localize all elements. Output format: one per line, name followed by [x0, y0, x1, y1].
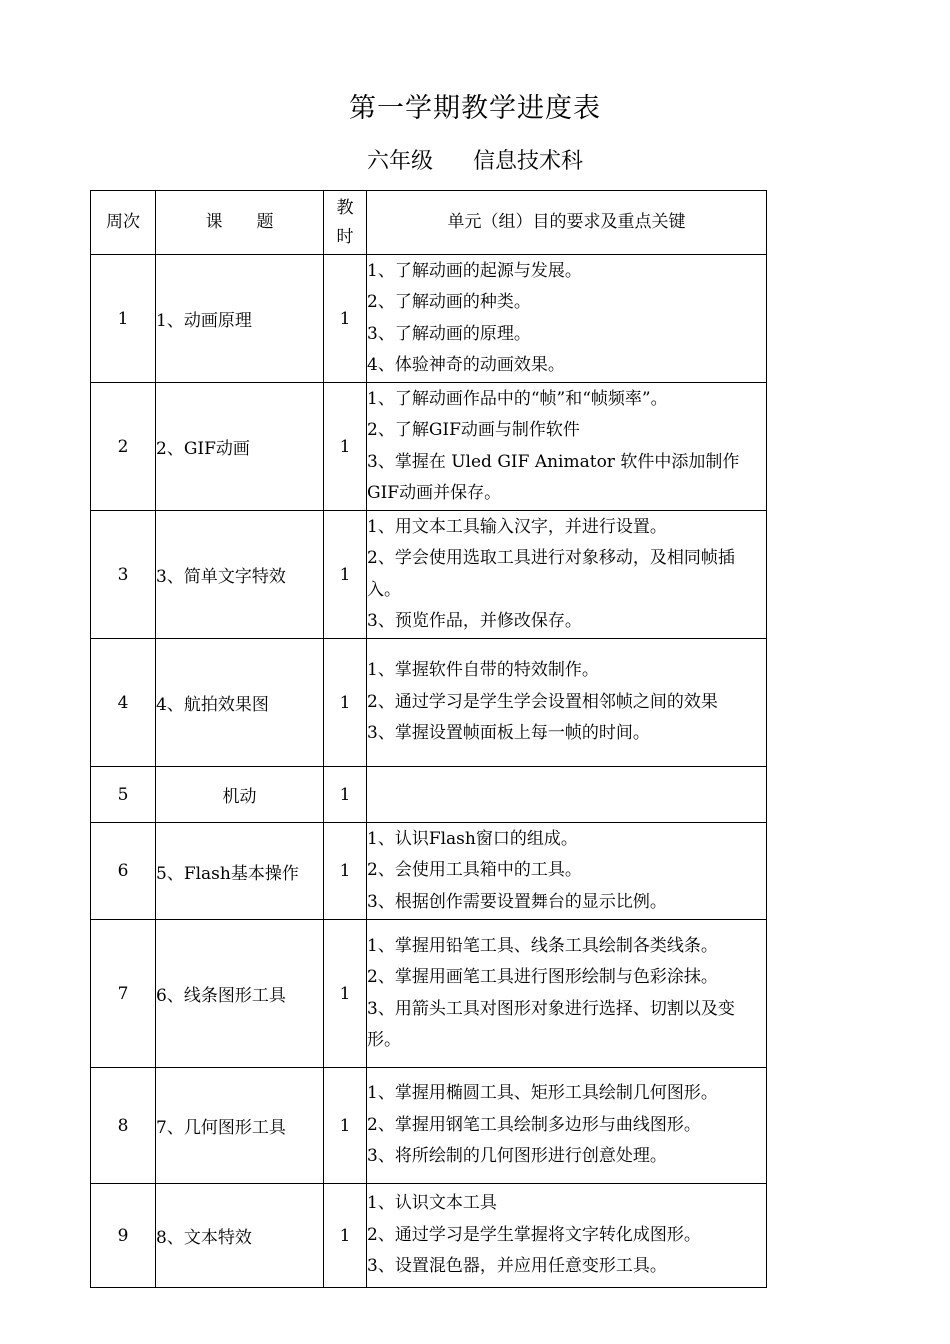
- page-subtitle: [0, 144, 950, 175]
- goal-item: 3、预览作品，并修改保存。: [367, 611, 582, 631]
- grade-label: 六年级: [366, 149, 433, 174]
- goal-item: 2、通过学习是学生掌握将文字转化成图形。: [367, 1224, 701, 1245]
- cell-week: 1: [91, 255, 156, 383]
- goal-item: 3、根据创作需要设置舞台的显示比例。: [367, 891, 667, 912]
- cell-week: 3: [91, 511, 156, 639]
- table-body: [91, 255, 767, 1288]
- goal-item: 2、通过学习是学生学会设置相邻帧之间的效果: [367, 691, 718, 712]
- cell-goals: [367, 1184, 767, 1288]
- cell-week: 6: [91, 823, 156, 920]
- header-hours: 教 时: [324, 191, 367, 255]
- cell-goals: [367, 511, 767, 639]
- cell-hours: 1: [324, 383, 367, 511]
- goal-item: 2、会使用工具箱中的工具。: [367, 860, 582, 881]
- cell-goals: [367, 639, 767, 767]
- cell-topic: 机动: [156, 767, 324, 823]
- goal-item: 1、掌握用铅笔工具、线条工具绘制各类线条。: [367, 935, 718, 956]
- cell-hours: 1: [324, 1184, 367, 1288]
- schedule-table: [90, 190, 767, 1288]
- cell-goals: [367, 383, 767, 511]
- cell-hours: 1: [324, 823, 367, 920]
- page-title: 第一学期教学进度表: [349, 93, 601, 124]
- cell-hours: 1: [324, 1068, 367, 1184]
- cell-goals: [367, 1068, 767, 1184]
- cell-topic: 1、动画原理: [156, 255, 324, 383]
- cell-week: 8: [91, 1068, 156, 1184]
- goal-item: 1、了解动画的起源与发展。: [367, 260, 582, 281]
- table-row: [91, 383, 767, 511]
- cell-hours: 1: [324, 767, 367, 823]
- cell-topic: 6、线条图形工具: [156, 920, 324, 1068]
- cell-week: 9: [91, 1184, 156, 1288]
- cell-hours: 1: [324, 511, 367, 639]
- table-row: [91, 639, 767, 767]
- table-row: [91, 920, 767, 1068]
- goal-item: 1、掌握用椭圆工具、矩形工具绘制几何图形。: [367, 1083, 718, 1104]
- table-row: [91, 511, 767, 639]
- goal-item: 2、学会使用选取工具进行对象移动，及相同帧插入。: [367, 548, 735, 600]
- goal-item: 1、认识Flash窗口的组成。: [367, 828, 578, 849]
- goal-item: 1、认识文本工具: [367, 1193, 497, 1214]
- table-row: [91, 1068, 767, 1184]
- cell-hours: 1: [324, 639, 367, 767]
- table-row: [91, 1184, 767, 1288]
- cell-week: 2: [91, 383, 156, 511]
- cell-topic: 7、几何图形工具: [156, 1068, 324, 1184]
- cell-topic: 2、GIF动画: [156, 383, 324, 511]
- cell-goals: [367, 920, 767, 1068]
- cell-goals: [367, 767, 767, 823]
- goal-item: 1、用文本工具输入汉字，并进行设置。: [367, 516, 667, 537]
- cell-week: 7: [91, 920, 156, 1068]
- table-row: [91, 255, 767, 383]
- cell-week: 5: [91, 767, 156, 823]
- header-goals: 单元（组）目的要求及重点关键: [367, 191, 767, 255]
- goal-item: 3、设置混色器，并应用任意变形工具。: [367, 1256, 667, 1277]
- cell-goals: [367, 823, 767, 920]
- header-week: 周次: [91, 191, 156, 255]
- header-row: [91, 191, 767, 255]
- cell-week: 4: [91, 639, 156, 767]
- header-topic: 课 题: [156, 191, 324, 255]
- goal-item: 2、掌握用钢笔工具绘制多边形与曲线图形。: [367, 1114, 701, 1135]
- goal-item: 2、掌握用画笔工具进行图形绘制与色彩涂抹。: [367, 967, 718, 987]
- goal-item: 3、了解动画的原理。: [367, 323, 531, 344]
- goal-item: 2、了解GIF动画与制作软件: [367, 420, 580, 440]
- goal-item: 3、将所绘制的几何图形进行创意处理。: [367, 1146, 667, 1167]
- cell-topic: 5、Flash基本操作: [156, 823, 324, 920]
- cell-topic: 3、简单文字特效: [156, 511, 324, 639]
- goal-item: 3、用箭头工具对图形对象进行选择、切割以及变形。: [367, 998, 735, 1050]
- table-row: [91, 823, 767, 920]
- goal-item: 1、了解动画作品中的“帧”和“帧频率”。: [367, 388, 668, 409]
- cell-goals: [367, 255, 767, 383]
- goal-item: 3、掌握设置帧面板上每一帧的时间。: [367, 723, 650, 744]
- goal-item: 4、体验神奇的动画效果。: [367, 355, 565, 375]
- cell-topic: 8、文本特效: [156, 1184, 324, 1288]
- goal-item: 3、掌握在 Uled GIF Animator 软件中添加制作GIF动画并保存。: [367, 451, 740, 503]
- goal-item: 1、掌握软件自带的特效制作。: [367, 660, 599, 681]
- table-row: [91, 767, 767, 823]
- cell-hours: 1: [324, 255, 367, 383]
- goal-item: 2、了解动画的种类。: [367, 292, 531, 312]
- cell-topic: 4、航拍效果图: [156, 639, 324, 767]
- cell-hours: 1: [324, 920, 367, 1068]
- subject-label: 信息技术科: [473, 149, 584, 174]
